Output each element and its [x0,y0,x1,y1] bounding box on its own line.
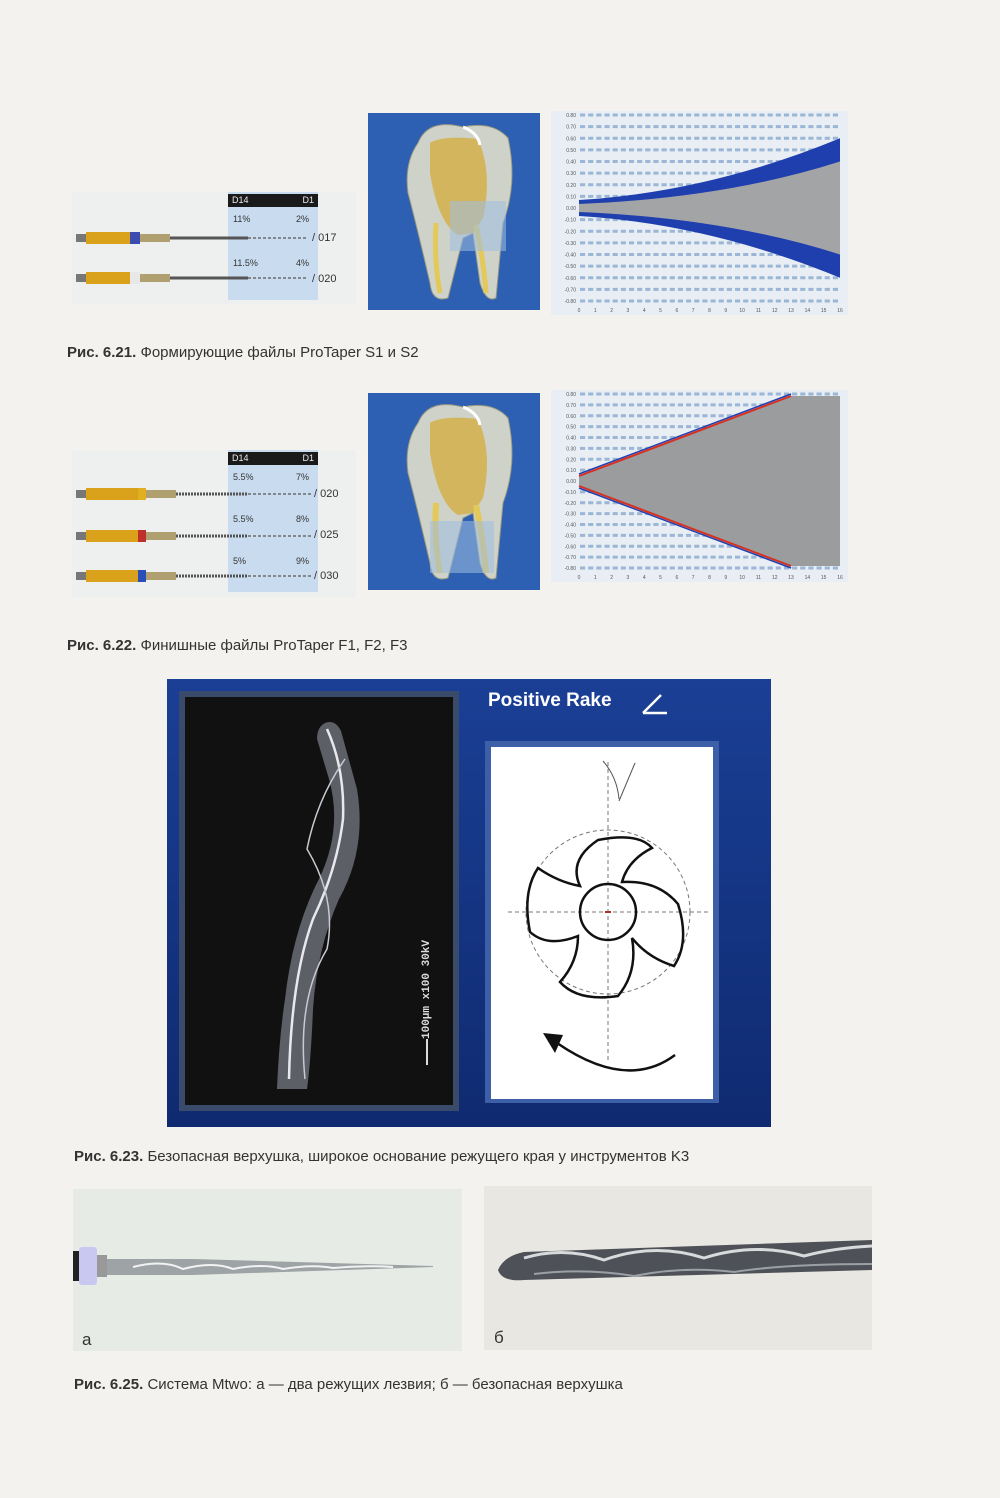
table-header [228,194,318,207]
x-tick-label: 7 [691,575,695,581]
x-tick-label: 11 [755,308,762,314]
size-value: 017 [318,232,337,244]
y-tick-label: 0.70 [566,402,576,409]
y-tick-label: -0.60 [564,275,576,282]
x-tick-label: 3 [626,308,630,314]
x-tick-label: 5 [659,308,662,314]
y-tick-label: 0.80 [566,392,576,398]
size-value: 020 [318,273,337,285]
header-d1: D1 [302,453,314,463]
x-tick-label: 11 [755,575,762,581]
x-tick-label: 2 [610,575,614,581]
pct-d1: 7% [296,472,310,482]
y-tick-label: -0.70 [564,555,576,562]
x-tick-label: 14 [804,575,811,581]
pct-d1: 9% [296,556,310,566]
size-value: 020 [320,488,339,500]
x-tick-label: 0 [577,575,581,581]
file-size-label: / 025 [314,529,339,541]
y-tick-label: 0.60 [566,136,576,143]
caption-prefix: Рис. 6.22. [67,637,137,654]
fig-6-23-illustration [167,679,771,1127]
x-tick-label: 15 [820,308,827,314]
y-tick-label: -0.30 [564,511,576,518]
caption-text: Система Mtwo: а — два режущих лезвия; б — безопасная верхушка [147,1376,623,1393]
y-tick-label: 0.10 [566,468,576,475]
x-tick-label: 16 [837,575,843,581]
x-tick-label: 4 [642,308,646,314]
file-size-label: / 020 [314,488,339,500]
y-tick-label: 0.70 [566,124,576,131]
x-tick-label: 4 [642,575,646,581]
header-d1: D1 [302,195,314,205]
x-tick-label: 13 [788,575,794,581]
y-tick-label: -0.50 [564,533,576,540]
table-header [228,452,318,465]
file-size-label: / 030 [314,570,339,582]
file-profile [579,396,840,566]
x-tick-label: 16 [837,308,843,314]
fig-6-22-tooth-image [368,393,540,590]
y-tick-label: 0.00 [566,206,576,212]
size-value: 025 [320,529,339,541]
caption-text: Безопасная верхушка, широкое основание режущего края у инструментов K3 [147,1148,690,1165]
positive-rake-title: Positive Rake [488,690,612,711]
y-tick-label: -0.30 [564,240,576,247]
taper-chart-svg [551,111,848,315]
fig-6-21-table [228,194,318,207]
file-size-label: / 020 [312,273,337,285]
sub-label-a: а [82,1330,92,1349]
x-tick-label: 5 [659,575,662,581]
sem-label: 100μm x100 30kV [421,939,433,1039]
y-tick-label: 0.80 [566,113,576,119]
y-tick-label: -0.60 [564,544,576,551]
y-tick-label: 0.60 [566,413,576,420]
x-tick-label: 2 [610,308,614,314]
x-tick-label: 13 [788,308,794,314]
mtwo-tip-photo [484,1186,872,1350]
pct-d14: 11% [233,214,251,224]
y-tick-label: 0.00 [566,479,576,485]
y-tick-label: 0.30 [566,171,576,178]
y-tick-label: 0.20 [566,182,576,189]
fig-6-21-files-panel [72,192,356,304]
fig-6-25-photo-b [484,1186,872,1350]
fig-6-21-tooth-image [368,113,540,310]
x-tick-label: 10 [739,575,745,581]
x-tick-label: 7 [691,308,695,314]
sub-label-b: б [494,1328,504,1347]
y-tick-label: -0.50 [564,264,576,271]
y-tick-label: -0.20 [564,229,576,236]
fig-6-22-table [228,452,318,465]
taper-chart-svg [551,390,848,582]
x-tick-label: 8 [708,308,711,314]
caption-text: Формирующие файлы ProTaper S1 и S2 [140,344,419,361]
file-size-label: / 017 [312,232,337,244]
x-tick-label: 10 [739,308,745,314]
y-tick-label: -0.80 [564,299,576,305]
fig-6-22-taper-chart [551,390,848,582]
y-tick-label: -0.10 [564,217,576,224]
x-tick-label: 1 [593,575,597,581]
caption-prefix: Рис. 6.21. [67,344,137,361]
protaper-s-files-illustration [72,192,356,304]
caption-fig-6-22 [67,637,407,654]
y-tick-label: 0.10 [566,194,576,201]
x-tick-label: 12 [771,575,778,581]
pct-d14: 5% [233,556,247,566]
caption-fig-6-25 [74,1376,623,1393]
x-tick-label: 8 [708,575,711,581]
y-tick-label: -0.80 [564,566,576,572]
caption-fig-6-23 [74,1148,689,1165]
x-tick-label: 12 [771,308,778,314]
pct-d14: 11.5% [233,258,258,268]
caption-prefix: Рис. 6.25. [74,1376,144,1393]
y-tick-label: 0.50 [566,424,576,431]
caption-fig-6-21 [67,344,419,361]
pct-d14: 5.5% [233,514,254,524]
x-tick-label: 9 [724,575,728,581]
x-tick-label: 0 [577,308,581,314]
x-tick-label: 3 [626,575,630,581]
y-tick-label: -0.40 [564,522,576,529]
y-tick-label: -0.70 [564,287,576,294]
y-tick-label: 0.40 [566,435,576,442]
fig-6-23-panel [167,679,771,1127]
y-tick-label: -0.10 [564,489,576,496]
file-profile [579,162,840,255]
y-tick-label: 0.30 [566,446,576,453]
pct-d14: 5.5% [233,472,254,482]
y-tick-label: 0.40 [566,159,576,166]
x-tick-label: 1 [593,308,597,314]
header-d14: D14 [232,453,249,463]
caption-text: Финишные файлы ProTaper F1, F2, F3 [140,637,408,654]
fig-6-25-photo-a [73,1189,462,1351]
y-tick-label: -0.40 [564,252,576,259]
header-d14: D14 [232,195,249,205]
fig-6-21-taper-chart [551,111,848,315]
size-value: 030 [320,570,339,582]
pct-d1: 4% [296,258,310,268]
y-tick-label: 0.50 [566,147,576,154]
x-tick-label: 6 [675,575,679,581]
x-tick-label: 9 [724,308,728,314]
x-tick-label: 6 [675,308,679,314]
y-tick-label: -0.20 [564,500,576,507]
x-tick-label: 15 [820,575,827,581]
x-tick-label: 14 [804,308,811,314]
caption-prefix: Рис. 6.23. [74,1148,144,1165]
pct-d1: 2% [296,214,310,224]
pct-d1: 8% [296,514,310,524]
y-tick-label: 0.20 [566,457,576,464]
mtwo-file-photo [73,1189,462,1351]
